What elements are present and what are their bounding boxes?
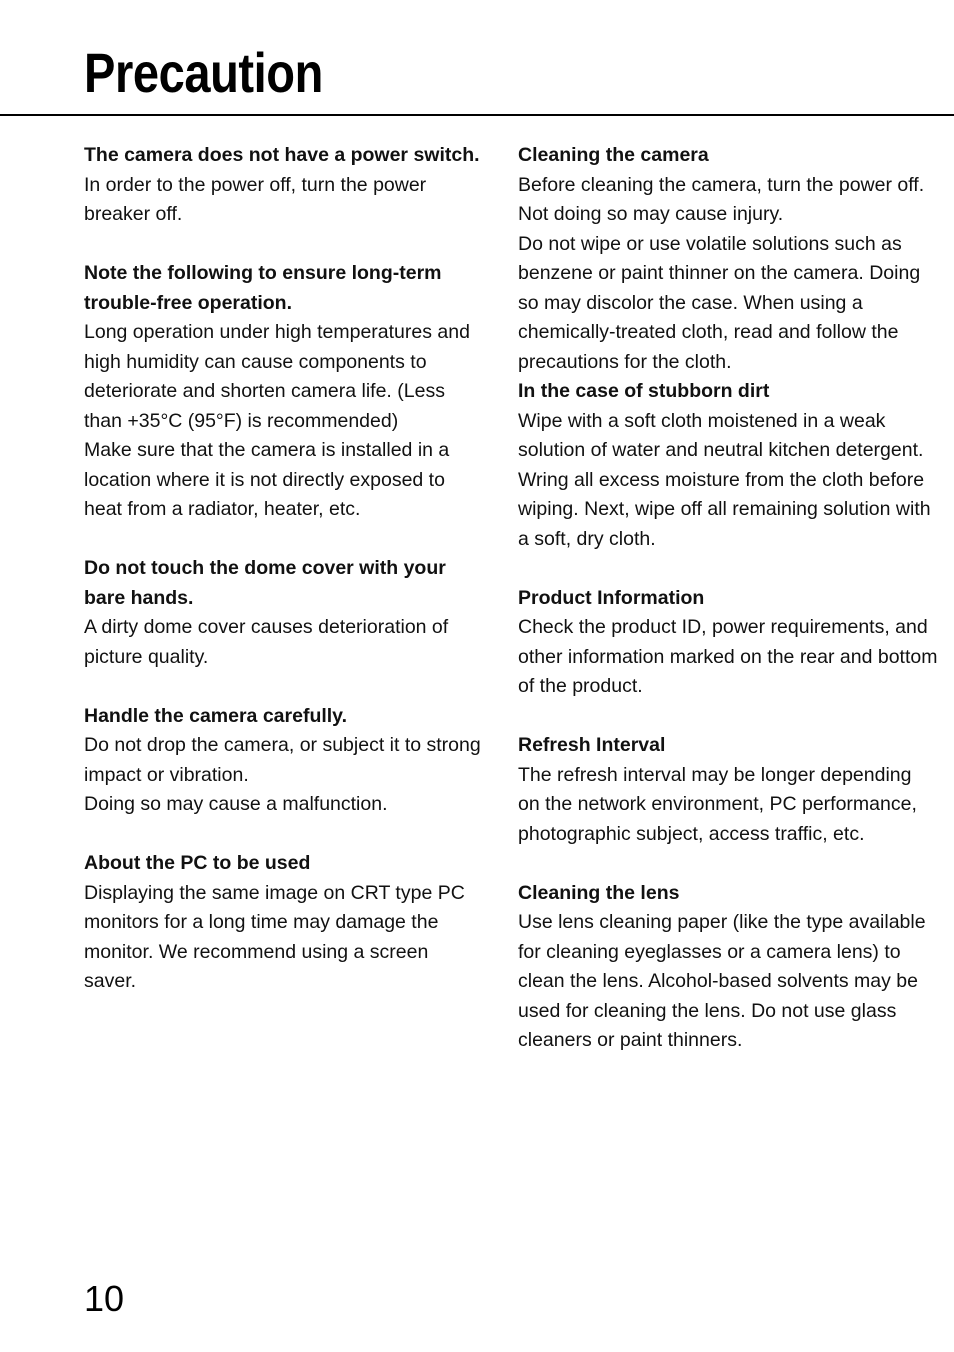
section-paragraph: Displaying the same image on CRT type PC monitors for a long time may damage the monitor. We recommend using a screen saver. — [84, 881, 465, 992]
section-paragraph: Do not drop the camera, or subject it to strong impact or vibration. — [84, 734, 481, 786]
section-paragraph: In order to the power off, turn the power breaker off. — [84, 173, 427, 225]
section-heading: Note the following to ensure long-term trouble-free operation. — [84, 262, 442, 314]
section-cleaning-lens — [518, 879, 938, 1056]
section-power-switch — [84, 141, 484, 230]
section-heading: Handle the camera carefully. — [84, 704, 348, 727]
section-paragraph: Wipe with a soft cloth moistened in a weak solution of water and neutral kitchen detergent. Wring all excess moisture from the cloth before wiping. Next, wipe off all remaining solution with a soft, dry cloth. — [518, 409, 931, 550]
page-title: Precaution — [84, 41, 323, 104]
section-heading: Cleaning the camera — [518, 144, 709, 166]
section-long-term-operation — [84, 259, 484, 525]
section-heading: Refresh Interval — [518, 734, 666, 756]
section-paragraph: Check the product ID, power requirements, and other information marked on the rear and bottom of the product. — [518, 616, 938, 697]
section-heading: About the PC to be used — [84, 852, 311, 874]
section-paragraph: Make sure that the camera is installed in a location where it is not directly exposed to heat from a radiator, heater, etc. — [84, 439, 450, 520]
section-dome-cover — [84, 554, 484, 672]
section-paragraph: A dirty dome cover causes deterioration of picture quality. — [84, 616, 449, 668]
section-heading: In the case of stubborn dirt — [518, 380, 770, 402]
section-heading: Cleaning the lens — [518, 881, 680, 904]
section-heading: Do not touch the dome cover with your bare hands. — [84, 557, 446, 609]
section-paragraph: Long operation under high temperatures and high humidity can cause components to deteriorate and shorten camera life. (Less than +35°C (95°F) is recommended) — [84, 321, 470, 432]
section-paragraph: Do not wipe or use volatile solutions such as benzene or paint thinner on the camera. Doing so may discolor the case. When using a chemically-treated cloth, read and follow the precautions for the cloth. — [518, 232, 921, 373]
section-heading: Product Information — [518, 586, 705, 609]
left-column — [84, 141, 484, 997]
section-paragraph: The refresh interval may be longer depending on the network environment, PC performance, photographic subject, access traffic, etc. — [518, 763, 917, 845]
section-cleaning-camera — [518, 141, 938, 377]
section-paragraph: Before cleaning the camera, turn the power off. Not doing so may cause injury. — [518, 173, 925, 225]
section-handle-carefully — [84, 702, 484, 820]
title-divider — [0, 114, 954, 116]
section-heading: The camera does not have a power switch. — [84, 144, 480, 166]
section-paragraph: Use lens cleaning paper (like the type available for cleaning eyeglasses or a camera lens) to clean the lens. Alcohol-based solvents may be used for cleaning the lens. Do not use glass cleaners or paint thinners. — [518, 911, 926, 1051]
section-refresh-interval — [518, 731, 938, 849]
section-stubborn-dirt — [518, 377, 938, 554]
page-number: 10 — [84, 1278, 125, 1319]
section-paragraph: Doing so may cause a malfunction. — [84, 793, 388, 815]
right-column — [518, 141, 938, 1056]
section-product-information — [518, 584, 938, 702]
section-pc-usage — [84, 849, 484, 997]
